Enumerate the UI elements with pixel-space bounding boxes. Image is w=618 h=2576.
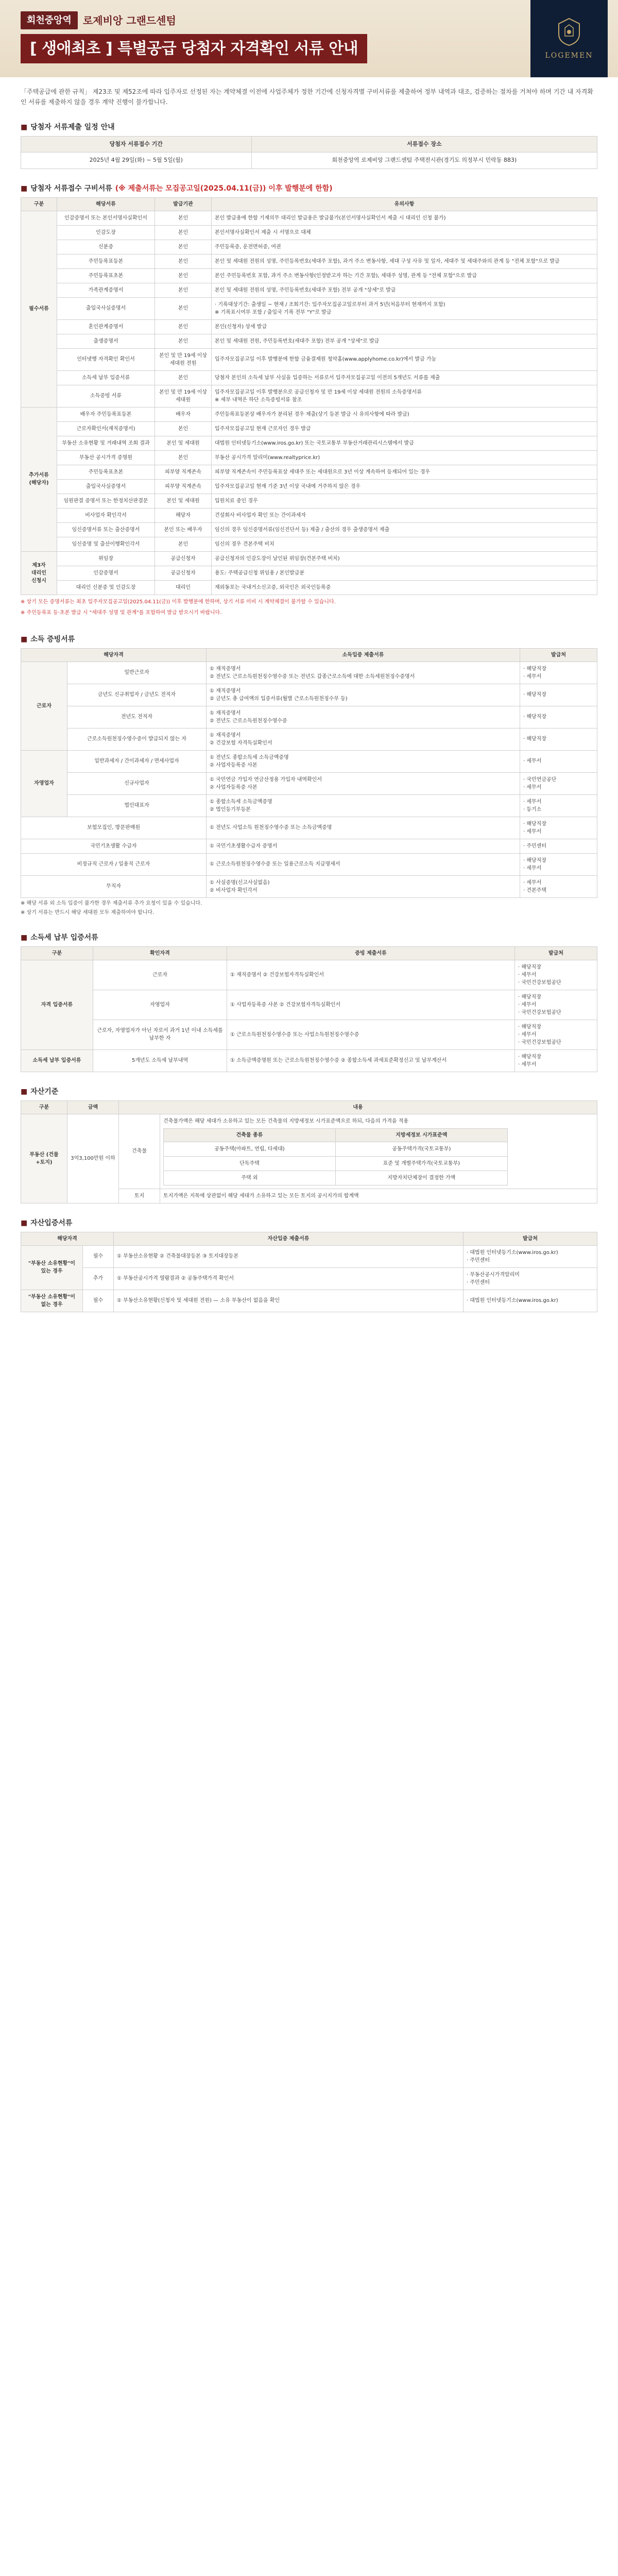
docs-item: 주민등록표초본 (57, 268, 155, 283)
table-row (21, 319, 597, 334)
income-docs: ① 전년도 종합소득세 소득금액증명 ② 사업자등록증 사본 (207, 750, 520, 772)
table-row (21, 839, 597, 853)
income-qualification: 법인대표자 (67, 794, 207, 817)
schedule-section (0, 113, 618, 174)
table-row (21, 494, 597, 508)
station-badge: 회천중앙역 (21, 11, 78, 29)
table-row (21, 211, 597, 225)
docs-item: 부동산 공시가격 증명원 (57, 450, 155, 465)
docs-issuer: 공급신청자 (155, 551, 212, 566)
asset-title: ■ 자산기준 (21, 1087, 597, 1097)
income-issuer: · 세무서 · 견본주택 (520, 875, 597, 897)
asset-head: 내용 (119, 1100, 597, 1114)
tax-issuer: · 해당직장 · 세무서 · 국민건강보험공단 (515, 990, 597, 1020)
income-docs: ① 국민연금 가입자 연금산정용 가입자 내역확인서 ② 사업자등록증 사본 (207, 772, 520, 794)
docs-issuer: 본인 (155, 297, 212, 319)
income-note: ※ 해당 서류 외 소득 입증이 불가한 경우 제출서류 추가 요청이 있을 수 있습니다. (21, 900, 202, 906)
table-row (21, 684, 597, 706)
table-row (21, 1020, 597, 1049)
asset-type: 건축물 (119, 1114, 160, 1189)
tax-body (21, 960, 597, 1072)
income-note: ※ 상기 서류는 반드시 해당 세대원 모두 제출하여야 합니다. (21, 909, 154, 916)
asset-desc: 토지가액은 지목에 상관없이 해당 세대가 소유하고 있는 모든 토지의 공시지가의 합계액 (160, 1189, 597, 1203)
income-docs: ① 전년도 사업소득 원천징수영수증 또는 소득금액증명 (207, 817, 520, 839)
income-qualification: 근로소득원천징수영수증이 발급되지 않는 자 (67, 728, 207, 750)
asset-docs-list: ① 부동산소유현황(신청자 및 세대원 전원) — 소유 부동산이 없음을 확인 (114, 1290, 464, 1312)
table-row (21, 537, 597, 551)
income-issuer: · 국민연금공단 · 세무서 (520, 772, 597, 794)
docs-item: 혼인관계증명서 (57, 319, 155, 334)
docs-notice: 본인 및 세대원 전원, 주민등록번호(세대주 포함) 전부 공개 "상세"로 발급 (212, 334, 597, 348)
docs-item: 인감증명서 (57, 566, 155, 580)
asset-head: 구분 (21, 1100, 67, 1114)
docs-note: ※ 주민등록표 등·초본 발급 시 "세대주 성명 및 관계"를 포함하여 발급 받으시기 바랍니다. (21, 609, 222, 616)
income-issuer: · 해당직장 · 세무서 (520, 853, 597, 875)
docs-item: 소득세 납부 입증서류 (57, 370, 155, 385)
docs-item: 소득증빙 서류 (57, 385, 155, 407)
project-name: 로제비앙 그랜드센텀 (82, 14, 176, 27)
docs-group: 제3자 대리인 신청시 (21, 551, 57, 595)
asset-docs-list: ① 부동산소유현황 ② 건축물대장등본 ③ 토지대장등본 (114, 1245, 464, 1267)
docs-notice: 입주자모집공고일 현재 기준 3년 이상 국내에 거주하지 않은 경우 (212, 479, 597, 494)
table-row (21, 566, 597, 580)
docs-title-highlight: (※ 제출서류는 모집공고일(2025.04.11(금)) 이후 발행분에 한함) (115, 184, 333, 193)
table-row (21, 551, 597, 566)
table-row (21, 728, 597, 750)
docs-notice: 임신의 경우 임신증명서류(임신진단서 등) 제출 / 출산의 경우 출생증명서 제출 (212, 522, 597, 537)
docs-item: 신분증 (57, 240, 155, 254)
income-qualification: 일반과세자 / 간이과세자 / 면세사업자 (67, 750, 207, 772)
income-qualification: 보험모집인, 방문판매원 (21, 817, 207, 839)
income-section (0, 625, 618, 923)
crest-icon (554, 16, 585, 47)
asset-sub-head: 건축물 종류 (164, 1128, 336, 1142)
table-row (21, 421, 597, 436)
docs-issuer: 본인 (155, 268, 212, 283)
income-group: 자영업자 (21, 750, 67, 817)
income-docs: ① 재직증명서 ② 금년도 총 급여액의 입증서류(월별 근로소득원천징수부 등) (207, 684, 520, 706)
asset-sub-cell: 주택 외 (164, 1171, 336, 1185)
asset-docs-head: 해당자격 (21, 1232, 114, 1245)
table-row (21, 794, 597, 817)
table-row (21, 348, 597, 370)
docs-item: 임신증명 및 출산이행확인각서 (57, 537, 155, 551)
docs-item: 위임장 (57, 551, 155, 566)
docs-item: 주민등록표등본 (57, 254, 155, 268)
page-title: [ 생애최초 ] 특별공급 당첨자 자격확인 서류 안내 (21, 34, 367, 63)
income-docs: ① 재직증명서 ② 전년도 근로소득원천징수영수증 (207, 706, 520, 728)
table-row (21, 1290, 597, 1312)
asset-docs-kind: 필수 (83, 1290, 114, 1312)
table-row (21, 450, 597, 465)
asset-docs-table (21, 1232, 597, 1312)
footer-spacer (0, 1317, 618, 1333)
income-docs: ① 재직증명서 ② 전년도 근로소득원천징수영수증 또는 전년도 갑종근로소득에 대한 소득세원천징수증명서 (207, 662, 520, 684)
table-row (21, 990, 597, 1020)
asset-kind: 부동산 (건물+토지) (21, 1114, 67, 1203)
docs-notice: 부동산 공시가격 알리미(www.realtyprice.kr) (212, 450, 597, 465)
asset-table (21, 1100, 597, 1204)
docs-notice: 본인 주민등록번호 포함, 과거 주소 변동사항(인정받고자 하는 기간 포함), 세대주 성명, 관계 등 "전체 포함"으로 발급 (212, 268, 597, 283)
income-issuer: · 해당직장 · 세무서 (520, 662, 597, 684)
tax-qualification: 근로자, 자영업자가 아닌 자로서 과거 1년 이내 소득세를 납부한 자 (93, 1020, 227, 1049)
docs-issuer: 본인 또는 배우자 (155, 522, 212, 537)
asset-sub-cell: 지방자치단체장이 결정한 가액 (335, 1171, 507, 1185)
income-issuer: · 해당직장 (520, 728, 597, 750)
income-qualification: 전년도 전직자 (67, 706, 207, 728)
asset-head: 금액 (67, 1100, 119, 1114)
income-qualification: 무직자 (21, 875, 207, 897)
docs-issuer: 본인 (155, 225, 212, 240)
docs-issuer: 공급신청자 (155, 566, 212, 580)
tax-issuer: · 해당직장 · 세무서 (515, 1049, 597, 1072)
docs-issuer: 본인 및 세대원 (155, 494, 212, 508)
asset-section (0, 1077, 618, 1209)
asset-sub-cell: 표준 및 개별주택가격(국토교통부) (335, 1156, 507, 1171)
docs-item: 임원판결 증명서 또는 한정치산판결문 (57, 494, 155, 508)
docs-notice: 재외동포는 국내거소신고증, 외국인은 외국인등록증 (212, 580, 597, 595)
docs-notice: 피부양 직계존속이 주민등록표상 세대주 또는 세대원으로 3년 이상 계속하여 등재되어 있는 경우 (212, 465, 597, 479)
income-docs: ① 재직증명서 ② 건강보험 자격득실확인서 (207, 728, 520, 750)
tax-table (21, 946, 597, 1072)
asset-docs-issuer: · 대법원 인터넷등기소(www.iros.go.kr) · 주민센터 (464, 1245, 597, 1267)
asset-docs-section (0, 1209, 618, 1317)
docs-item: 부동산 소유현황 및 거래내역 조회 결과 (57, 436, 155, 450)
docs-item: 임신증명서류 또는 출산증명서 (57, 522, 155, 537)
docs-notice: 공급신청자의 인감도장이 날인된 위임장(견본주택 비치) (212, 551, 597, 566)
asset-type: 토지 (119, 1189, 160, 1203)
income-issuer: · 세무서 (520, 750, 597, 772)
schedule-table (21, 136, 597, 169)
docs-head: 구분 (21, 197, 57, 211)
income-title: ■ 소득 증빙서류 (21, 634, 597, 645)
docs-issuer: 배우자 (155, 407, 212, 421)
table-row (21, 522, 597, 537)
tax-head: 증빙 제출서류 (227, 946, 515, 960)
asset-sub-cell: 단독주택 (164, 1156, 336, 1171)
docs-section (0, 174, 618, 625)
income-issuer: · 해당직장 (520, 706, 597, 728)
table-row (21, 436, 597, 450)
tax-docs: ① 소득금액증명원 또는 근로소득원천징수영수증 ② 종합소득세 과세표준확정신고 및 납부계산서 (227, 1049, 515, 1072)
table-row (21, 1267, 597, 1290)
income-head: 소득입증 제출서류 (207, 648, 520, 662)
docs-notice: 본인 발급용에 한함 기재의무 대리인 발급용은 발급불가(본인서명사실확인서 제출 시 대리인 신청 불가) (212, 211, 597, 225)
tax-qualification: 5개년도 소득세 납부내역 (93, 1049, 227, 1072)
asset-docs-group: "부동산 소유현황"이 없는 경우 (21, 1290, 83, 1312)
income-issuer: · 해당직장 (520, 684, 597, 706)
asset-docs-head: 발급처 (464, 1232, 597, 1245)
table-row (21, 297, 597, 319)
schedule-head: 당첨자 서류접수 기간 (21, 136, 252, 152)
docs-item: 주민등록표초본 (57, 465, 155, 479)
docs-issuer: 본인 (155, 240, 212, 254)
income-issuer: · 세무서 · 등기소 (520, 794, 597, 817)
docs-item: 근로자확인서(재직증명서) (57, 421, 155, 436)
docs-item: 배우자 주민등록표등본 (57, 407, 155, 421)
schedule-head: 서류접수 장소 (251, 136, 597, 152)
table-row (21, 370, 597, 385)
docs-issuer: 본인 (155, 421, 212, 436)
docs-issuer: 본인 (155, 319, 212, 334)
tax-qualification: 근로자 (93, 960, 227, 990)
docs-notice: 용도: 주택공급신청 위임용 / 본인발급분 (212, 566, 597, 580)
docs-notice: 임신의 경우 견본주택 비치 (212, 537, 597, 551)
tax-group: 소득세 납부 입증서류 (21, 1049, 93, 1072)
table-row (21, 960, 597, 990)
header-banner (0, 0, 618, 77)
income-issuer: · 주민센터 (520, 839, 597, 853)
square-bullet-icon: ■ (21, 184, 28, 193)
logo-text: LOGEMEN (545, 51, 593, 60)
table-row (21, 1049, 597, 1072)
docs-issuer: 본인 (155, 211, 212, 225)
tax-docs: ① 근로소득원천징수영수증 또는 사업소득원천징수영수증 (227, 1020, 515, 1049)
table-row (21, 853, 597, 875)
income-body (21, 662, 597, 897)
income-docs: ① 국민기초생활수급자 증명서 (207, 839, 520, 853)
docs-item: 출입국사실증명서 (57, 297, 155, 319)
tax-qualification: 자영업자 (93, 990, 227, 1020)
tax-head: 확인자격 (93, 946, 227, 960)
table-row (21, 465, 597, 479)
docs-table (21, 197, 597, 595)
docs-issuer: 본인 (155, 450, 212, 465)
asset-amount: 3억3,100만원 이하 (67, 1114, 119, 1203)
docs-issuer: 본인 및 세대원 (155, 436, 212, 450)
table-row (21, 268, 597, 283)
asset-docs-kind: 추가 (83, 1267, 114, 1290)
docs-notice: 입주자모집공고일 현재 근로자인 경우 발급 (212, 421, 597, 436)
docs-issuer: 대리인 (155, 580, 212, 595)
income-docs: ① 사실증명(신고사실없음) ② 비사업자 확인각서 (207, 875, 520, 897)
docs-issuer: 본인 (155, 334, 212, 348)
schedule-title: ■ 당첨자 서류제출 일정 안내 (21, 122, 597, 133)
income-issuer: · 해당직장 · 세무서 (520, 817, 597, 839)
tax-head: 구분 (21, 946, 93, 960)
docs-item: 가족관계증명서 (57, 283, 155, 297)
table-row (21, 254, 597, 268)
docs-notice: 본인(신청자) 상세 발급 (212, 319, 597, 334)
docs-issuer: 본인 (155, 254, 212, 268)
docs-title: ■ 당첨자 서류접수 구비서류 (※ 제출서류는 모집공고일(2025.04.11(금)) 이후 발행분에 한함) (21, 183, 597, 194)
tax-issuer: · 해당직장 · 세무서 · 국민건강보험공단 (515, 960, 597, 990)
docs-body (21, 211, 597, 595)
docs-note: ※ 상기 모든 증명서류는 최초 입주자모집공고일(2025.04.11(금)) 이후 발행분에 한하며, 상기 서류 미비 시 계약체결이 불가할 수 있습니다. (21, 599, 336, 605)
table-row (21, 580, 597, 595)
square-bullet-icon: ■ (21, 1218, 28, 1227)
income-qualification: 금년도 신규취업자 / 금년도 전직자 (67, 684, 207, 706)
schedule-place: 회천중앙역 로제비앙 그랜드센텀 주택전시관(경기도 의정부시 민락동 883) (251, 152, 597, 169)
tax-docs: ① 사업자등록증 사본 ② 건강보험자격득실확인서 (227, 990, 515, 1020)
docs-head: 발급기관 (155, 197, 212, 211)
docs-issuer: 본인 및 만 19세 이상 세대원 전원 (155, 348, 212, 370)
table-row (21, 875, 597, 897)
tax-group: 자격 입증서류 (21, 960, 93, 1049)
asset-subtable (163, 1128, 508, 1185)
income-docs: ① 근로소득원천징수영수증 또는 일용근로소득 지급명세서 (207, 853, 520, 875)
table-row (21, 817, 597, 839)
docs-item: 비사업자 확인각서 (57, 508, 155, 522)
square-bullet-icon: ■ (21, 933, 28, 942)
table-row (21, 750, 597, 772)
docs-notice: 대법원 인터넷등기소(www.iros.go.kr) 또는 국토교통부 부동산거래관리시스템에서 발급 (212, 436, 597, 450)
table-row (21, 334, 597, 348)
asset-docs-list: ① 부동산공시가격 열람결과 ② 공동주택가격 확인서 (114, 1267, 464, 1290)
docs-group: 필수서류 (21, 211, 57, 407)
asset-docs-issuer: · 대법원 인터넷등기소(www.iros.go.kr) (464, 1290, 597, 1312)
income-group: 근로자 (21, 662, 67, 750)
docs-issuer: 피부양 직계존속 (155, 465, 212, 479)
income-head: 해당자격 (21, 648, 207, 662)
table-row (21, 662, 597, 684)
square-bullet-icon: ■ (21, 635, 28, 643)
docs-notice: 본인 및 세대원 전원의 성명, 주민등록번호(세대주 포함) 전부 공개 "상세"로 발급 (212, 283, 597, 297)
income-head: 발급처 (520, 648, 597, 662)
docs-item: 대리인 신분증 및 인감도장 (57, 580, 155, 595)
square-bullet-icon: ■ (21, 123, 28, 131)
asset-docs-head: 자산입증 제출서류 (114, 1232, 464, 1245)
asset-desc: 건축물가액은 해당 세대가 소유하고 있는 모든 건축물의 지방세정보 시가표준액으로 하되, 다음의 가격을 적용 건축물 종류 지방세정보 시가표준액 공동주택(아파트, 연립, 다세대) 공동주택가격(국토교통부) 단독주택 표준 및 개별주택가격(국토교통부) 주택 외 지방자치단체장이 결정한 가액 (160, 1114, 597, 1189)
asset-sub-cell: 공동주택(아파트, 연립, 다세대) (164, 1142, 336, 1156)
income-qualification: 국민기초생활 수급자 (21, 839, 207, 853)
income-qualification: 비정규직 근로자 / 일용직 근로자 (21, 853, 207, 875)
table-row (21, 706, 597, 728)
income-docs: ① 종합소득세 소득금액증명 ② 법인등기부등본 (207, 794, 520, 817)
tax-head: 발급처 (515, 946, 597, 960)
intro-text: 「주택공급에 관한 규칙」 제23조 및 제52조에 따라 입주자로 선정된 자는 계약체결 이전에 사업주체가 정한 기간에 신청자격별 구비서류를 제출하여 정부 내역과 대조, 검증하는 절차를 거쳐야 하며 기간 내 자격확인 서류를 제출하지 않을 경우 계약 진행이 불가합니다. (21, 88, 593, 106)
table-row (21, 772, 597, 794)
header-badge-row (21, 11, 176, 29)
asset-docs-group: "부동산 소유현황"이 있는 경우 (21, 1245, 83, 1290)
docs-issuer: 해당자 (155, 508, 212, 522)
docs-issuer: 본인 및 만 19세 이상 세대원 (155, 385, 212, 407)
table-row (21, 283, 597, 297)
asset-docs-issuer: · 부동산공시가격알리미 · 주민센터 (464, 1267, 597, 1290)
docs-notice: 본인 및 세대원 전원의 성명, 주민등록번호(세대주 포함), 과거 주소 변동사항, 세대 구성 사유 및 일자, 세대주 및 세대주와의 관계 등 "전체 포함"으로 발급 (212, 254, 597, 268)
docs-item: 인감도장 (57, 225, 155, 240)
docs-issuer: 피부양 직계존속 (155, 479, 212, 494)
docs-issuer: 본인 (155, 537, 212, 551)
docs-head: 유의사항 (212, 197, 597, 211)
docs-notice: 입주자모집공고일 이후 발행분에 한함 금융결제원 청약홈(www.applyhome.co.kr)에서 발급 가능 (212, 348, 597, 370)
asset-docs-body (21, 1245, 597, 1312)
schedule-period: 2025년 4월 29일(화) ~ 5월 5일(월) (21, 152, 252, 169)
docs-item: 인터넷행 자격확인 확인서 (57, 348, 155, 370)
square-bullet-icon: ■ (21, 1087, 28, 1096)
docs-notice: 당첨자 본인의 소득세 납부 사실을 입증하는 서류로서 입주자모집공고일 이전의 5개년도 서류를 제출 (212, 370, 597, 385)
table-row (21, 508, 597, 522)
table-row (21, 479, 597, 494)
tax-section (0, 923, 618, 1077)
docs-group: 추가서류 (해당자) (21, 407, 57, 551)
income-qualification: 일반근로자 (67, 662, 207, 684)
table-row (21, 240, 597, 254)
tax-issuer: · 해당직장 · 세무서 · 국민건강보험공단 (515, 1020, 597, 1049)
table-row (21, 385, 597, 407)
docs-head: 해당서류 (57, 197, 155, 211)
tax-title: ■ 소득세 납부 입증서류 (21, 933, 597, 943)
docs-notice: 주민등록표등본상 배우자가 분리된 경우 제출(상기 등본 발급 시 유의사항에 따라 발급) (212, 407, 597, 421)
tax-docs: ① 재직증명서 ② 건강보험자격득실확인서 (227, 960, 515, 990)
asset-docs-kind: 필수 (83, 1245, 114, 1267)
brand-logo (530, 0, 608, 77)
asset-sub-cell: 공동주택가격(국토교통부) (335, 1142, 507, 1156)
table-row (21, 225, 597, 240)
docs-notice: 건설회사 비사업자 확인 또는 간이과세자 (212, 508, 597, 522)
docs-notice: 입주자모집공고일 이후 발행분으로 공급신청자 및 만 19세 이상 세대원 전원의 소득증명서류 ※ 세부 내역은 하단 소득증빙서류 참조 (212, 385, 597, 407)
docs-notice: 본인서명사실확인서 제출 시 서명으로 대체 (212, 225, 597, 240)
income-qualification: 신규사업자 (67, 772, 207, 794)
docs-notice: · 기록대상기간: 출생일 ~ 현재 / 조회기간: 입주자모집공고일로부터 과거 5년(처음부터 현재까지 포함) ※ 기록표시여부 포함 / 출입국 기록 전부 "Y"로 발급 (212, 297, 597, 319)
income-table (21, 648, 597, 898)
asset-sub-head: 지방세정보 시가표준액 (335, 1128, 507, 1142)
docs-notice: 입원치료 중인 경우 (212, 494, 597, 508)
docs-item: 출생증명서 (57, 334, 155, 348)
table-row (21, 407, 597, 421)
asset-docs-title: ■ 자산입증서류 (21, 1218, 597, 1229)
docs-item: 출입국사실증명서 (57, 479, 155, 494)
docs-notice: 주민등록증, 운전면허증, 여권 (212, 240, 597, 254)
docs-item: 인감증명서 또는 본인서명사실확인서 (57, 211, 155, 225)
docs-issuer: 본인 (155, 370, 212, 385)
table-row (21, 1245, 597, 1267)
docs-issuer: 본인 (155, 283, 212, 297)
